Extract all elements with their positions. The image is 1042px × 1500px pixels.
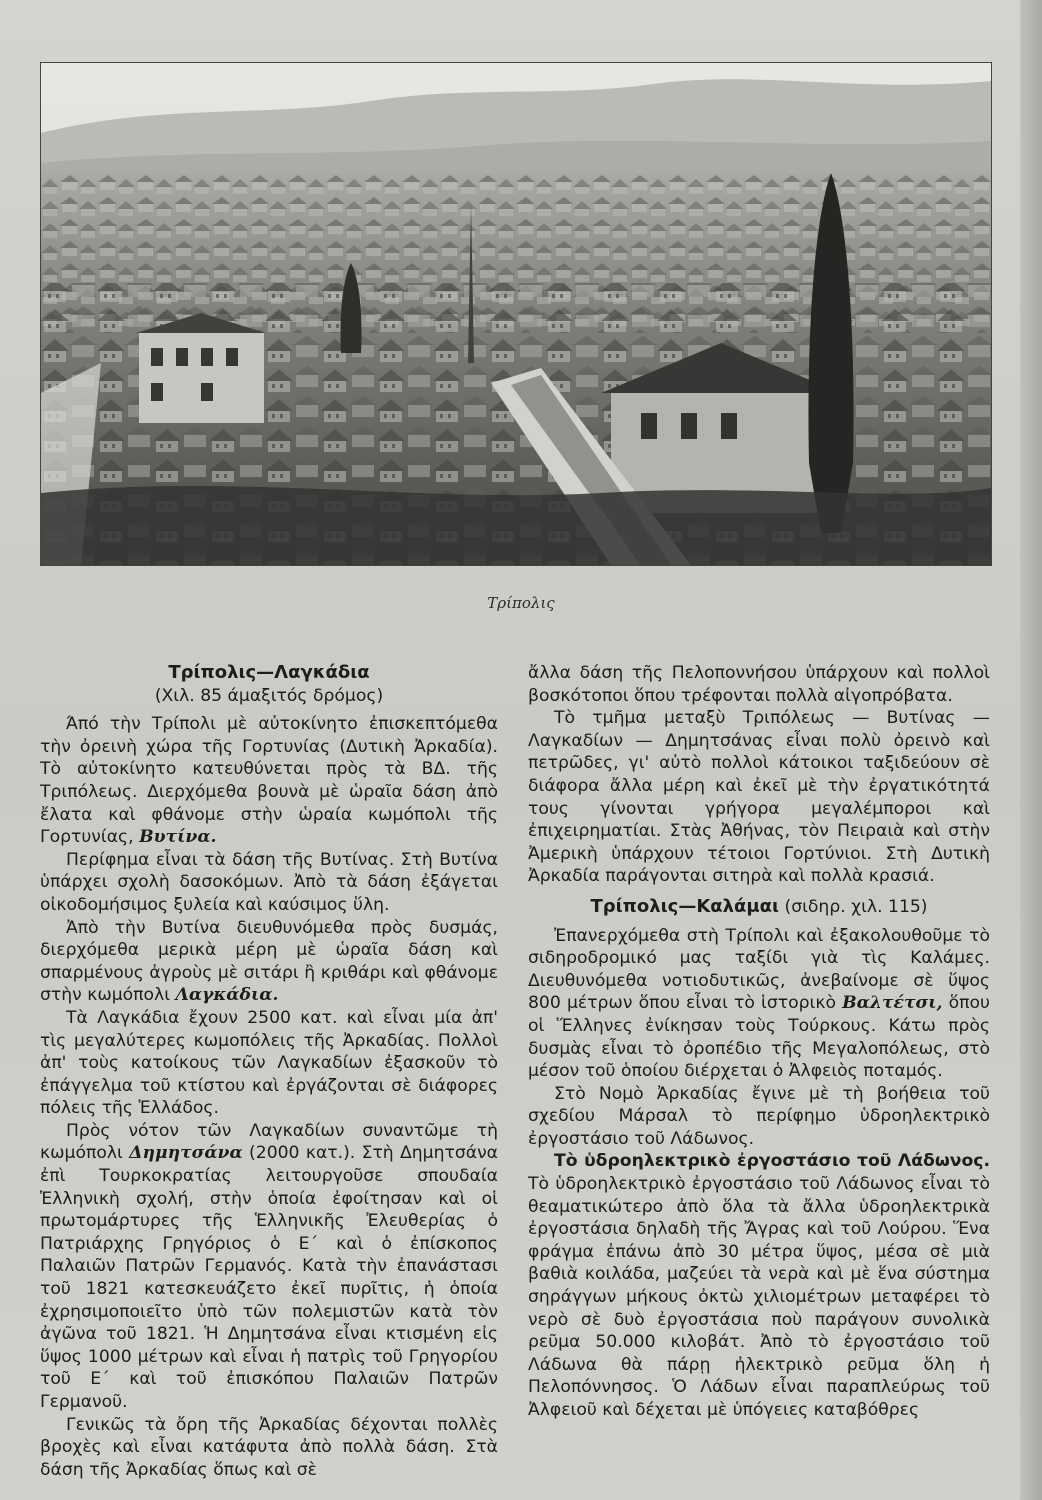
paragraph-text: Ἐπανερχόμεθα στὴ Τρίπολι καὶ ἐξακολουθοῦμε τὸ σιδηροδρομικό μας ταξίδι γιὰ τὶς Καλάμες. Διευθυνόμεθα νοτιοδυτικῶς, ἀνεβαίνομε σὲ ὕψος 800 μέτρων ὅπου εἶναι τὸ ἱστορικὸ — [528, 925, 990, 1014]
paragraph: ἄλλα δάση τῆς Πελοποννήσου ὑπάρχουν καὶ πολλοὶ βοσκότοποι ὅπου τρέφονται πολλὰ αἰγοπρόβατα. — [528, 663, 990, 706]
place-name-valtetsi: Βαλτέτσι, — [842, 993, 943, 1014]
paragraph — [40, 917, 498, 1007]
town-photo-image — [41, 63, 991, 565]
section-heading-title: Τρίπολις—Καλάμαι — [590, 895, 780, 917]
section-heading-note: (σιδηρ. χιλ. 115) — [784, 896, 928, 917]
paragraph: Τὸ τμῆμα μεταξὺ Τριπόλεως — Βυτίνας — Λαγκαδίων — Δημητσάνας εἶναι πολὺ ὀρεινὸ καὶ πετρῶδες, γι' αὐτὸ πολλοὶ κάτοικοι ταξιδεύουν σὲ διάφορα ἄλλα μέρη καὶ ἐκεῖ μὲ τὴν ἐργατικότητά τους γίνονται γρήγορα μεγαλέμποροι καὶ ἐπιχειρηματίαι. Στὰς Ἀθήνας, τὸν Πειραιὰ καὶ στὴν Ἀμερικὴ ὑπάρχουν τέτοιοι Γορτύνιοι. Στὴ Δυτικὴ Ἀρκαδία παράγονται σιτηρὰ καὶ πολλὰ κρασιά. — [528, 708, 990, 887]
paragraph-text: Ἀπὸ τὴν Βυτίνα διευθυνόμεθα πρὸς δυσμάς, διερχόμεθα μερικὰ μέρη μὲ ὡραῖα δάση καὶ σπαρμένους ἀγροὺς μὲ σιτάρι ἢ κριθάρι καὶ φθάνομε στὴν κωμόπολι — [40, 917, 498, 1006]
place-name-lagkadia: Λαγκάδια. — [175, 985, 279, 1006]
inline-heading-ladon: Τὸ ὑδροηλεκτρικὸ ἐργοστάσιο τοῦ Λάδωνος. — [554, 1151, 990, 1172]
left-column — [40, 662, 498, 1481]
paragraph-text: ὅπου οἱ Ἕλληνες ἐνίκησαν τοὺς Τούρκους. Κάτω πρὸς δυσμὰς εἶναι τὸ ὀροπέδιο τῆς Μεγαλοπόλεως, στὸ μέσον τοῦ ὁποίου διέρχεται ὁ Ἀλφειὸς ποταμός. — [528, 993, 990, 1082]
paragraph: Στὸ Νομὸ Ἀρκαδίας ἔγινε μὲ τὴ βοήθεια τοῦ σχεδίου Μάρσαλ τὸ περίφημο ὑδροηλεκτρικὸ ἐργοστάσιο τοῦ Λάδωνος. — [528, 1083, 990, 1149]
paragraph — [40, 1120, 498, 1414]
paragraph: Γενικῶς τὰ ὄρη τῆς Ἀρκαδίας δέχονται πολλὲς βροχὲς καὶ εἶναι κατάφυτα ἀπὸ πολλὰ δάση. Στὰ δάση τῆς Ἀρκαδίας ὅπως καὶ σὲ — [40, 1414, 498, 1480]
section-heading-lagkadia: Τρίπολις—Λαγκάδια — [168, 662, 370, 683]
paragraph: Τὰ Λαγκάδια ἔχουν 2500 κατ. καὶ εἶναι μία ἀπ' τὶς μεγαλύτερες κωμοπόλεις τῆς Ἀρκαδίας. Πολλοὶ ἀπ' τοὺς κατοίκους τῶν Λαγκαδίων ἐξασκοῦν τὸ ἐπάγγελμα τοῦ κτίστου καὶ ἐργάζονται σὲ διάφορες πόλεις τῆς Ἑλλάδος. — [40, 1007, 498, 1119]
photo-caption: Τρίπολις — [487, 594, 555, 612]
paragraph — [528, 925, 990, 1083]
paragraph-text: Πρὸς νότον τῶν Λαγκαδίων συναντῶμε τὴ κωμόπολι — [40, 1120, 498, 1164]
town-photo — [40, 62, 992, 566]
paragraph — [528, 1150, 990, 1421]
paragraph — [40, 713, 498, 849]
page-edge — [1020, 0, 1042, 1500]
section-subheading: (Χιλ. 85 άμαξιτός δρόμος) — [154, 685, 384, 706]
place-name-vytina: Βυτίνα. — [139, 827, 217, 848]
paragraph-text: Άπό τὴν Τρίπολι μὲ αὐτοκίνητο ἐπισκεπτόμεθα τὴν ὀρεινὴ χώρα τῆς Γορτυνίας (Δυτικὴ Ἀρκαδία). Τὸ αὐτοκίνητο κατευθύνεται πρὸς τὰ ΒΔ. τῆς Τριπόλεως. Διερχόμεθα βουνὰ μὲ ὡραῖα δάση ἀπὸ ἔλατα καὶ φθάνομε στὴν ὡραία κωμόπολι τῆς Γορτυνίας, — [40, 714, 498, 848]
place-name-dimitsana: Δημητσάνα — [129, 1143, 243, 1164]
right-column — [528, 662, 990, 1422]
section-heading-kalamai — [528, 896, 990, 919]
paragraph: Περίφημα εἶναι τὰ δάση τῆς Βυτίνας. Στὴ Βυτίνα ὑπάρχει σχολὴ δασοκόμων. Ἀπὸ τὰ δάση ἐξάγεται οἰκοδομήσιμος ξυλεία καὶ καύσιμος ὕλη. — [40, 849, 498, 915]
paragraph-text: (2000 κατ.). Στὴ Δημητσάνα ἐπὶ Τουρκοκρατίας λειτουργοῦσε σπουδαία Ἑλληνικὴ σχολή, στὴν ὁποία ἐφοίτησαν καὶ οἱ πρωτομάρτυρες τῆς Ἑλληνικῆς Ἐλευθερίας ὁ Πατριάρχης Γρηγόριος ὁ Ε΄ καὶ ὁ ἐπίσκοπος Παλαιῶν Πατρῶν Γερμανός. Κατὰ τὴν ἐπανάστασι τοῦ 1821 κατεσκευάζετο ἐκεῖ πυρῖτις, ἡ ὁποία ἐχρησιμοποιεῖτο ὑπὸ τῶν πολεμιστῶν κατὰ τὸν ἀγῶνα τοῦ 1821. Ἡ Δημητσάνα εἶναι κτισμένη εἰς ὕψος 1000 μέτρων καὶ εἶναι ἡ πατρὶς τοῦ Γρηγορίου τοῦ Ε΄ καὶ τοῦ ἐπισκόπου Παλαιῶν Πατρῶν Γερμανοῦ. — [40, 1143, 499, 1412]
paragraph-text: Τὸ ὑδροηλεκτρικὸ ἐργοστάσιο τοῦ Λάδωνος εἶναι τὸ θεαματικώτερο ἀπὸ ὅλα τὰ ἄλλα ὑδροηλεκτρικὰ ἐργοστάσια δηλαδὴ τῆς Ἄγρας καὶ τοῦ Λούρου. Ἕνα φράγμα ἐπάνω ἀπὸ 30 μέτρα ὕψος, μέσα σὲ μιὰ βαθιὰ κοιλάδα, μαζεύει τὰ νερὰ καὶ μὲ ἕνα σύστημα σηράγγων μήκους ὀκτὼ χιλιομέτρων μεταφέρει τὸ νερὸ σὲ δυὸ ἐργοστάσια ποὺ παράγουν συνολικὰ ρεῦμα 50.000 κιλοβάτ. Ἀπὸ τὸ ἐργοστάσιο τοῦ Λάδωνα θὰ πάρῃ ἠλεκτρικὸ ρεῦμα ὅλη ἡ Πελοπόννησος. Ὁ Λάδων εἶναι παραπλεύρως τοῦ Ἀλφειοῦ καὶ δέχεται μὲ ὑπόγειες καταβόθρες — [528, 1174, 990, 1420]
